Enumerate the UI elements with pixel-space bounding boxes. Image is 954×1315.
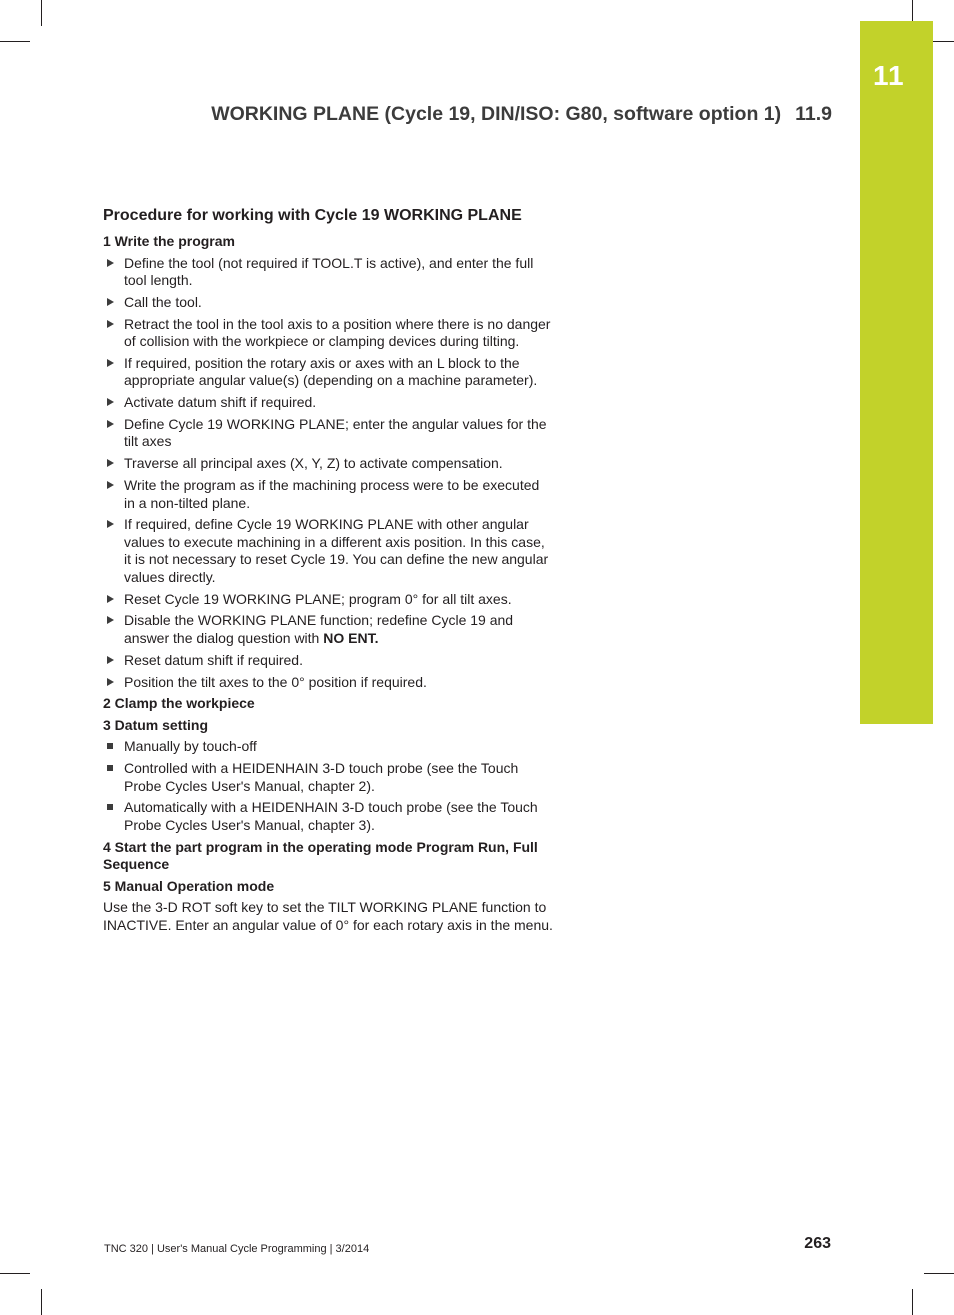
main-content (103, 206, 553, 934)
list-item: Position the tilt axes to the 0° position if required. (103, 674, 553, 692)
step-heading-4: 4 Start the part program in the operating mode Program Run, Full Sequence (103, 838, 538, 873)
triangle-right-icon (107, 398, 114, 406)
crop-mark (41, 1289, 42, 1315)
triangle-right-icon (107, 520, 114, 528)
triangle-right-icon (107, 616, 114, 624)
triangle-right-icon (107, 359, 114, 367)
crop-mark (0, 41, 30, 42)
triangle-right-icon (107, 320, 114, 328)
list-item: Controlled with a HEIDENHAIN 3-D touch probe (see the Touch Probe Cycles User's Manual, chapter 2). (103, 760, 553, 795)
crop-mark (0, 1273, 30, 1274)
chapter-tab (860, 21, 933, 724)
triangle-right-icon (107, 656, 114, 664)
triangle-right-icon (107, 420, 114, 428)
list-item: Reset datum shift if required. (103, 652, 553, 670)
page-number: 263 (804, 1235, 831, 1252)
square-bullet-icon (107, 804, 113, 810)
list-item: If required, position the rotary axis or axes with an L block to the appropriate angular value(s) (depending on a machine parameter). (103, 355, 553, 390)
list-item: Reset Cycle 19 WORKING PLANE; program 0° for all tilt axes. (103, 591, 553, 609)
step-heading-3: 3 Datum setting (103, 716, 209, 733)
square-bullet-icon (107, 743, 113, 749)
section-title: Procedure for working with Cycle 19 WORKING PLANE (103, 207, 522, 224)
square-bullet-icon (107, 765, 113, 771)
list-item: Retract the tool in the tool axis to a position where there is no danger of collision with the workpiece or clamping devices during tilting. (103, 316, 553, 351)
triangle-right-icon (107, 298, 114, 306)
step-5-text: Use the 3-D ROT soft key to set the TILT WORKING PLANE function to INACTIVE. Enter an angular value of 0° for each rotary axis in the menu. (103, 899, 553, 933)
soft-key-name: NO ENT. (323, 629, 379, 646)
running-header (211, 103, 832, 126)
triangle-right-icon (107, 259, 114, 267)
triangle-right-icon (107, 595, 114, 603)
triangle-right-icon (107, 481, 114, 489)
header-section: 11.9 (795, 103, 832, 125)
step-heading-1: 1 Write the program (103, 233, 235, 249)
step-1-list (103, 255, 553, 692)
triangle-right-icon (107, 459, 114, 467)
list-item: Activate datum shift if required. (103, 394, 553, 412)
crop-mark (41, 0, 42, 26)
list-item: Define Cycle 19 WORKING PLANE; enter the angular values for the tilt axes (103, 416, 553, 451)
crop-mark (912, 1289, 913, 1315)
list-item: Write the program as if the machining process were to be executed in a non-tilted plane. (103, 477, 553, 512)
list-item: Call the tool. (103, 294, 553, 312)
footer-text: TNC 320 | User's Manual Cycle Programming | 3/2014 (104, 1243, 370, 1255)
header-title: WORKING PLANE (Cycle 19, DIN/ISO: G80, software option 1) (211, 103, 782, 125)
step-heading-2: 2 Clamp the workpiece (103, 695, 255, 712)
step-heading-5: 5 Manual Operation mode (103, 877, 275, 894)
triangle-right-icon (107, 678, 114, 686)
list-item: Traverse all principal axes (X, Y, Z) to activate compensation. (103, 455, 553, 473)
list-item: Automatically with a HEIDENHAIN 3-D touch probe (see the Touch Probe Cycles User's Manual, chapter 3). (103, 799, 553, 834)
step-3-list (103, 738, 553, 834)
chapter-number: 11 (873, 60, 905, 91)
list-item: Disable the WORKING PLANE function; redefine Cycle 19 and answer the dialog question with NO ENT. (103, 612, 553, 647)
list-item: Define the tool (not required if TOOL.T is active), and enter the full tool length. (103, 255, 553, 290)
crop-mark (924, 1273, 954, 1274)
list-item: If required, define Cycle 19 WORKING PLANE with other angular values to execute machining in a different axis position. In this case, it is not necessary to reset Cycle 19. You can define the new angular values directly. (103, 516, 553, 586)
list-item: Manually by touch-off (103, 738, 553, 756)
